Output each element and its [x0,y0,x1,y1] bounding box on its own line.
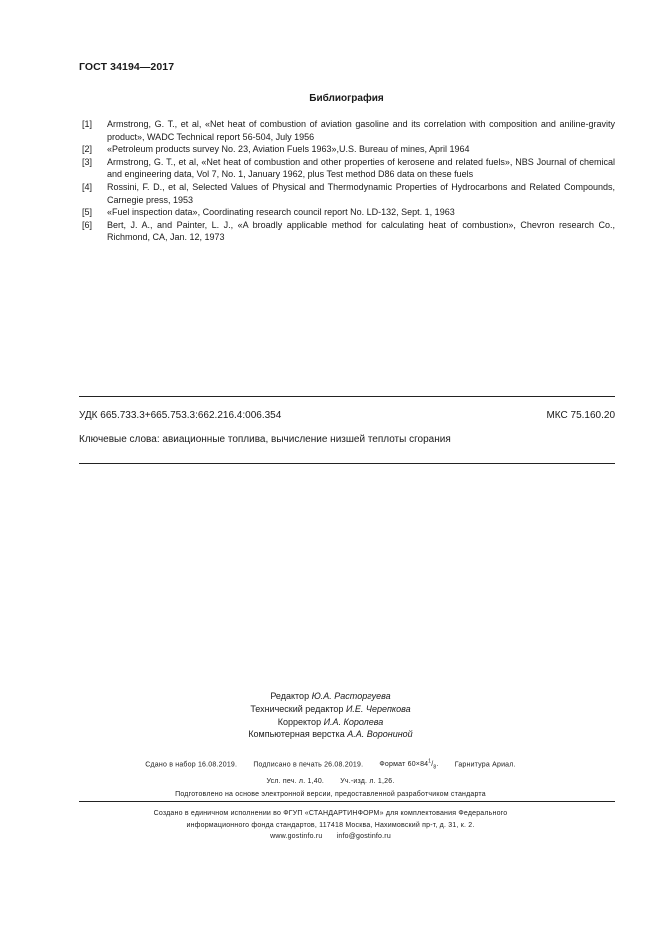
typeface: Гарнитура Ариал. [454,761,516,769]
print-format: Формат $60\times 84^1/_8$. [379,759,439,771]
reference-text: «Fuel inspection data», Coordinating research council report No. LD-132, Sept. 1, 1963 [107,207,455,218]
publisher-contacts [0,831,661,843]
format-sub: 8 [433,764,437,771]
reference-number: [1] [82,119,93,129]
reference-text: Armstrong, G. T., et al, «Net heat of combustion and other properties of kerosene and related fuels», NBS Journal of chemical and engineering data, Vol 7, No. 1, January 1962, plus Test method D86 data on these fuels [107,156,615,180]
email-link[interactable]: info@gostinfo.ru [336,833,391,840]
reference-text: Rossini, F. D., et al, Selected Values of Physical and Thermodynamic Properties of Hydrocarbons and Related Compounds, Carnegie press, 1953 [107,181,615,205]
edition-sheets: Уч.-изд. л. 1,26. [340,777,395,785]
reference-item [79,156,615,181]
reference-number: [6] [82,219,93,230]
format-prefix: Формат 60×84 [379,761,429,769]
reference-text: Bert, J. A., and Painter, L. J., «A broadly applicable method for calculating heat of combustion», Chevron research Co., Richmond, CA, Jan. 12, 1973 [107,219,615,243]
format-sup: 1 [428,759,432,765]
reference-item [79,206,615,219]
website-link[interactable]: www.gostinfo.ru [270,833,323,840]
print-info-line-1 [0,756,661,775]
print-info [0,756,661,801]
credit-person: А.А. Ворониной [347,729,413,740]
credit-line [0,703,661,716]
divider-publisher [79,801,615,802]
udk-code: УДК 665.733.3+665.753.3:662.216.4:006.354 [79,410,282,421]
publisher-line-2: информационного фонда стандартов, 117418 Москва, Нахимовский пр-т, д. 31, к. 2. [186,821,475,829]
credit-role: Корректор [277,716,322,727]
credit-line [0,728,661,741]
signed-date: Подписано в печать 26.08.2019. [253,761,364,769]
reference-item [79,143,615,156]
reference-text: Armstrong, G. T., et al, «Net heat of combustion of aviation gasoline and its correlation with composition and aniline-gravity product», WADC Technical report 56-504, July 1956 [107,119,615,142]
reference-item [79,181,615,206]
credits-block [0,690,661,741]
credit-role: Редактор [270,691,310,701]
reference-number: [2] [82,144,93,155]
divider-top [79,396,615,397]
credit-role: Технический редактор [250,703,344,714]
reference-number: [3] [82,156,93,167]
credit-person: Ю.А. Расторгуева [311,691,391,701]
classification-line [79,410,615,421]
credit-person: И.Е. Черепкова [345,703,411,714]
reference-item [79,118,615,143]
publisher-block [0,808,661,843]
reference-number: [5] [82,207,93,218]
credit-line [0,716,661,729]
mks-code: МКС 75.160.20 [546,410,615,421]
credit-person: И.А. Королева [323,716,384,727]
divider-bottom [79,463,615,464]
bibliography-list [79,118,615,244]
reference-text: «Petroleum products survey No. 23, Aviation Fuels 1963»,U.S. Bureau of mines, April 1964 [107,144,470,155]
publisher-line-1: Создано в единичном исполнении во ФГУП «СТАНДАРТИНФОРМ» для комплектования Федерального [153,810,508,817]
printed-sheets: Усл. печ. л. 1,40. [266,777,325,785]
credit-line [0,690,661,703]
prepared-note: Подготовлено на основе электронной версии, предоставленной разработчиком стандарта [175,790,486,798]
reference-number: [4] [82,181,93,192]
print-info-line-2 [0,775,661,788]
reference-item [79,219,615,244]
credit-role: Компьютерная верстка [248,729,345,740]
typeset-date: Сдано в набор 16.08.2019. [145,761,238,769]
bibliography-title: Библиография [309,93,384,104]
keywords: Ключевые слова: авиационные топлива, вычисление низшей теплоты сгорания [79,434,451,445]
document-code: ГОСТ 34194—2017 [79,61,175,73]
